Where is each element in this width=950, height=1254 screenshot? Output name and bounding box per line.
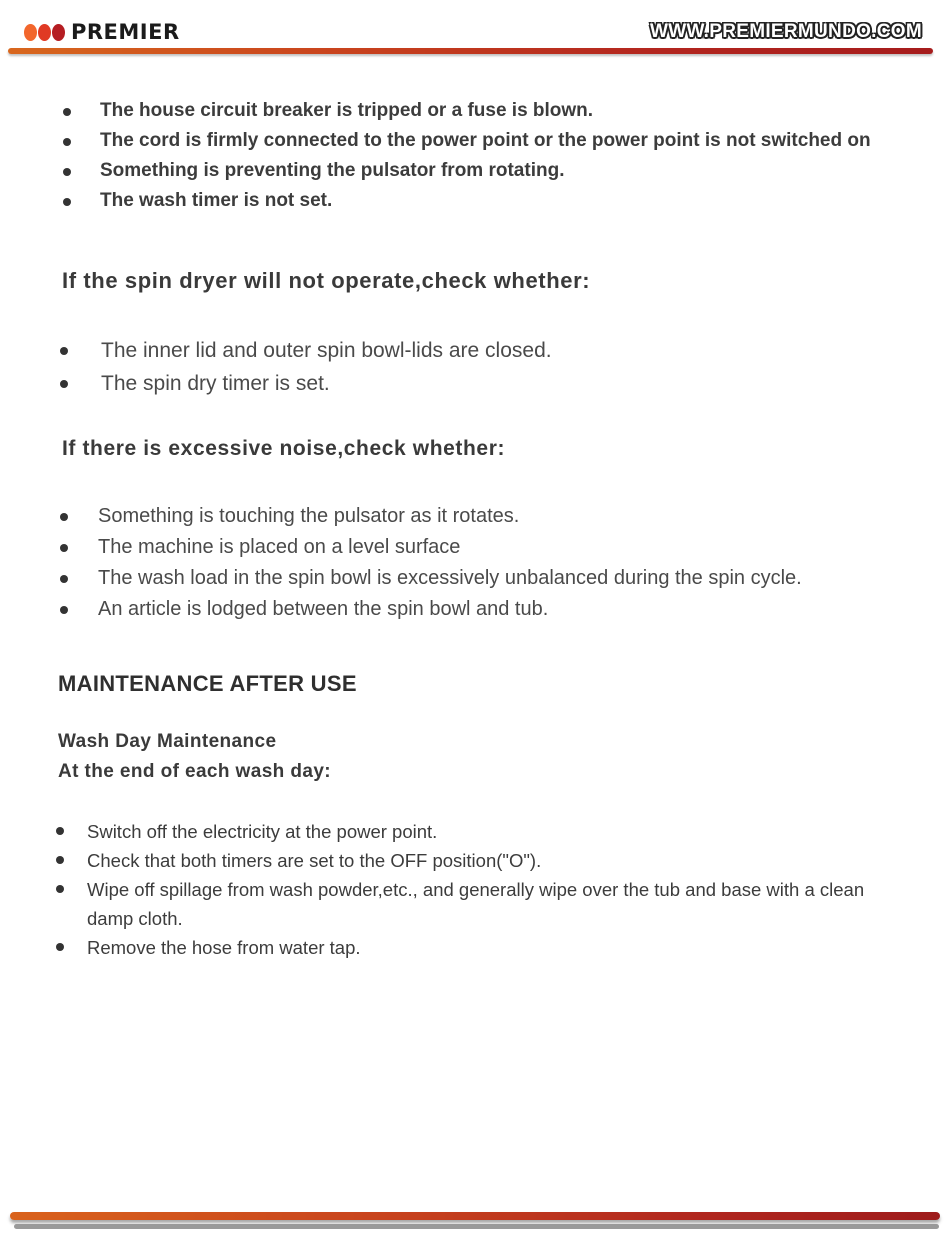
noise-heading: If there is excessive noise,check whether:: [62, 437, 506, 460]
logo-dot-red: [38, 24, 51, 41]
list-item: The wash timer is not set.: [100, 188, 871, 218]
list-item: Wipe off spillage from wash powder,etc., and generally wipe over the tub and base with a clean damp cloth.: [87, 875, 867, 933]
spin-dryer-heading: If the spin dryer will not operate,check whether:: [62, 268, 591, 293]
premier-logo: [24, 20, 180, 44]
brand-name: PREMIER: [71, 20, 180, 44]
footer-rule-shadow: [14, 1224, 939, 1229]
list-item: Remove the hose from water tap.: [87, 933, 867, 962]
list-item: Switch off the electricity at the power point.: [87, 817, 867, 846]
list-item: The cord is firmly connected to the power point or the power point is not switched on: [100, 128, 871, 158]
maintenance-subheading: Wash Day Maintenance: [58, 731, 277, 752]
list-item: Something is preventing the pulsator from rotating.: [100, 158, 871, 188]
logo-dot-orange: [24, 24, 37, 41]
list-item: The inner lid and outer spin bowl-lids are closed.: [101, 337, 552, 370]
list-item: An article is lodged between the spin bowl and tub.: [98, 596, 802, 627]
header-rule: [8, 48, 933, 54]
page-header: [0, 0, 950, 60]
noise-checklist: [98, 503, 802, 627]
website-url[interactable]: WWW.PREMIERMUNDO.COM: [650, 21, 922, 42]
maintenance-checklist: [87, 817, 867, 962]
list-item: The wash load in the spin bowl is excessively unbalanced during the spin cycle.: [98, 565, 802, 596]
list-item: Check that both timers are set to the OFF position("O").: [87, 846, 867, 875]
list-item: The spin dry timer is set.: [101, 370, 552, 403]
spin-dryer-checklist: [101, 337, 552, 403]
footer-rule: [10, 1212, 940, 1220]
list-item: Something is touching the pulsator as it rotates.: [98, 503, 802, 534]
logo-dot-darkred: [52, 24, 65, 41]
power-checklist: [100, 98, 871, 218]
maintenance-subheading-2: At the end of each wash day:: [58, 761, 332, 782]
list-item: The machine is placed on a level surface: [98, 534, 802, 565]
list-item: The house circuit breaker is tripped or a fuse is blown.: [100, 98, 871, 128]
maintenance-heading: MAINTENANCE AFTER USE: [58, 671, 357, 696]
